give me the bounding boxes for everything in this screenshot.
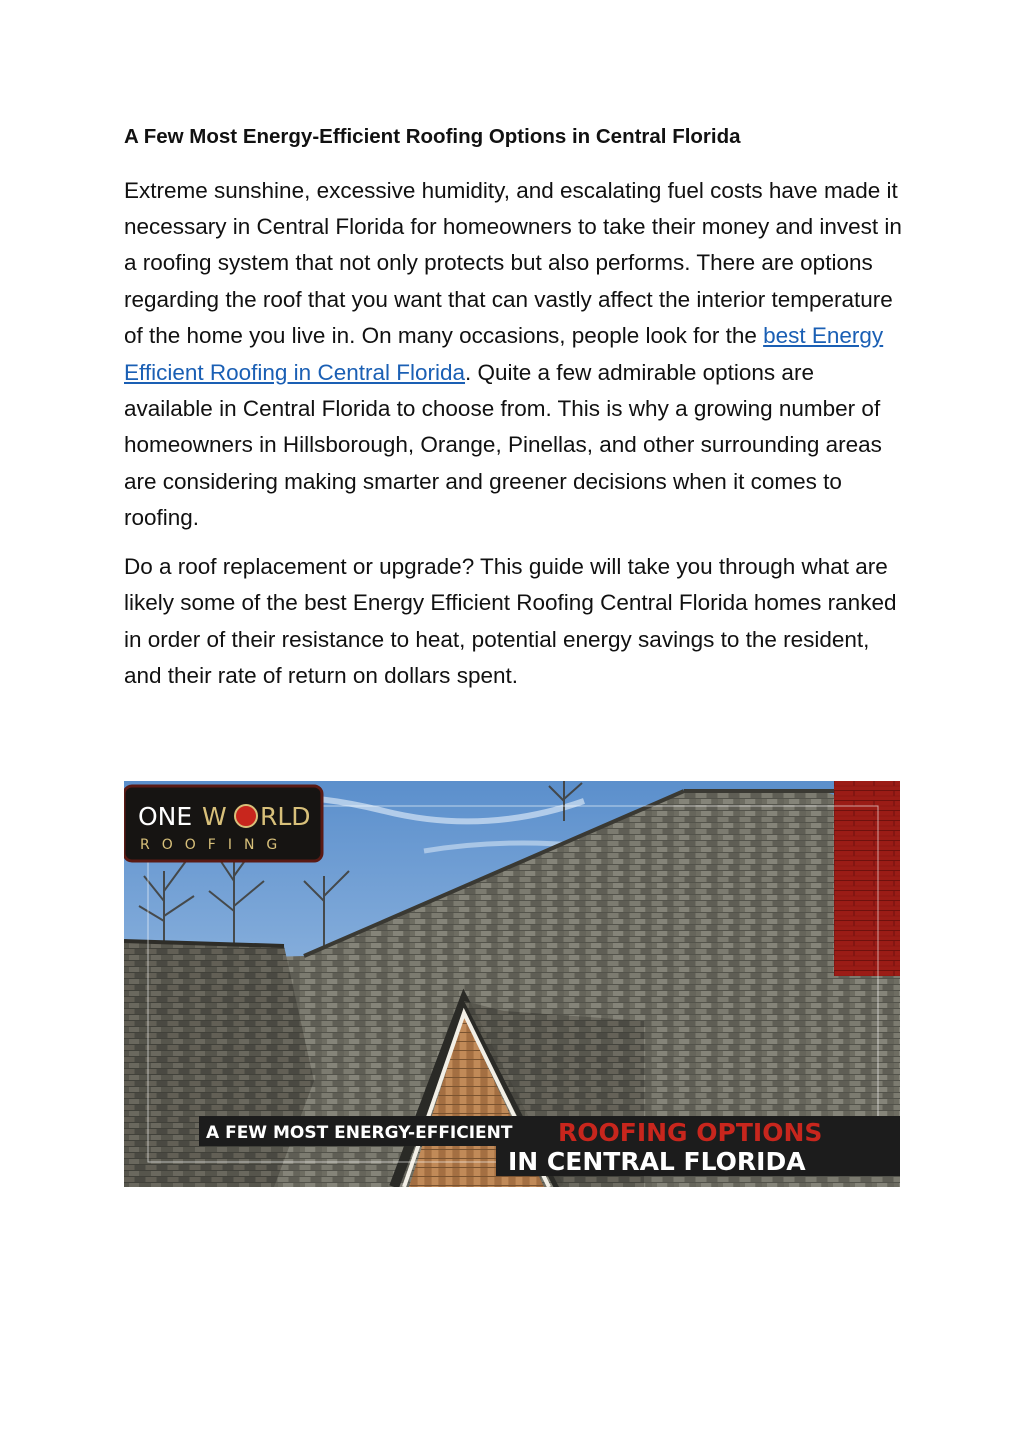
- chimney: [834, 781, 900, 976]
- banner-line2: IN CENTRAL FLORIDA: [508, 1147, 806, 1176]
- logo-word-one: ONE: [138, 802, 193, 831]
- paragraph-intro-text-after: . Quite a few admirable options are available in Central Florida to choose from. This is why a growing number of homeowners in Hillsborough, Orange, Pinellas, and other surrounding areas are considering making smarter and greener decisions when it comes to roofing.: [124, 359, 882, 531]
- company-logo: [124, 786, 322, 861]
- logo-word-roofing: ROOFING: [140, 837, 290, 853]
- left-roof: [124, 941, 314, 1187]
- document-heading: A Few Most Energy-Efficient Roofing Options in Central Florida: [124, 125, 741, 148]
- paragraph-intro-text-before: Extreme sunshine, excessive humidity, and escalating fuel costs have made it necessary in Central Florida for homeowners to take their money and invest in a roofing system that not only protects but also performs. There are options regarding the roof that you want that can vastly affect the interior temperature of the home you live in. On many occasions, people look for the: [124, 177, 902, 349]
- logo-word-w: W: [202, 802, 227, 831]
- logo-word-rld: RLD: [260, 802, 311, 831]
- paragraph-intro: [124, 173, 904, 537]
- energy-efficient-roofing-link[interactable]: best Energy Efficient Roofing in Central Florida: [124, 323, 884, 385]
- hero-image: [124, 781, 900, 1187]
- document-page: [124, 124, 904, 706]
- banner-line1-white: A FEW MOST ENERGY-EFFICIENT: [206, 1123, 513, 1143]
- paragraph-guide: Do a roof replacement or upgrade? This guide will take you through what are likely some of the best Energy Efficient Roofing Central Florida homes ranked in order of their resistance to heat, potential energy savings to the resident, and their rate of return on dollars spent.: [124, 553, 897, 688]
- banner-line1-red: ROOFING OPTIONS: [558, 1118, 823, 1147]
- globe-icon: [235, 805, 257, 827]
